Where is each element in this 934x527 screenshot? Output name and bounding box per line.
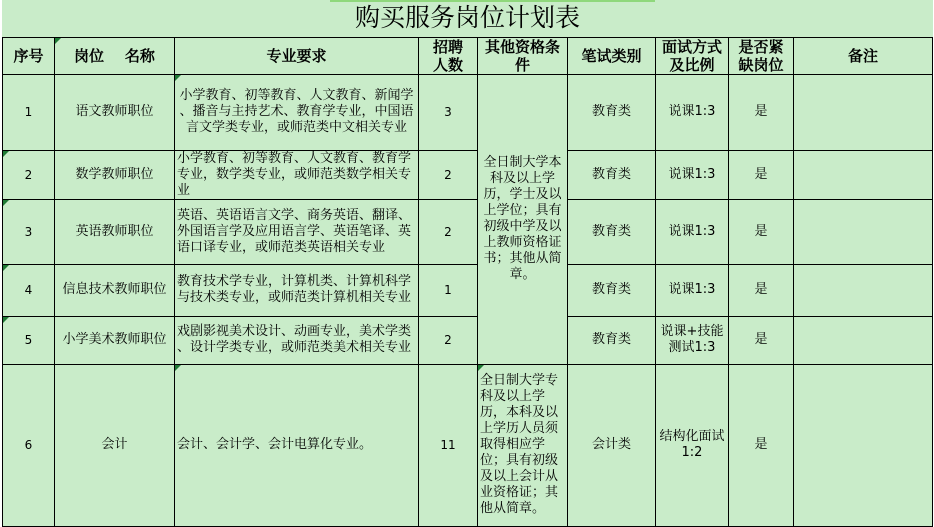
header-remarks[interactable]: 备注 xyxy=(794,37,933,74)
cell-interview[interactable]: 结构化面试 1:2 xyxy=(656,364,729,526)
cell-count[interactable]: 11 xyxy=(419,364,478,526)
cell-index[interactable]: 6 xyxy=(3,364,55,526)
table-row xyxy=(3,264,933,316)
cell-qualification-teachers[interactable]: 全日制大学本 科及以上学 历，学士及以 上学位；具有 初级中学及以 上教师资格证 书；其他从简 章。 xyxy=(478,74,568,364)
cell-position[interactable]: 数学教师职位 xyxy=(55,150,175,199)
cell-count[interactable]: 1 xyxy=(419,264,478,316)
header-interview[interactable]: 面试方式 及比例 xyxy=(656,37,729,74)
table-row xyxy=(3,74,933,150)
cell-major[interactable]: 教育技术学专业，计算机类、计算机科学 与技术类专业，或师范类计算机相关专业 xyxy=(175,264,419,316)
header-position[interactable]: 岗位 名称 xyxy=(55,37,175,74)
cell-major[interactable]: 小学教育、初等教育、人文教育、教育学 专业，数学类专业，或师范类数学相关专 业 xyxy=(175,150,419,199)
cell-exam-type[interactable]: 教育类 xyxy=(568,150,656,199)
cell-shortage[interactable]: 是 xyxy=(729,316,794,364)
cell-shortage[interactable]: 是 xyxy=(729,364,794,526)
header-count[interactable]: 招聘 人数 xyxy=(419,37,478,74)
table-row xyxy=(3,199,933,264)
cell-position[interactable]: 语文教师职位 xyxy=(55,74,175,150)
cell-shortage[interactable]: 是 xyxy=(729,199,794,264)
header-shortage[interactable]: 是否紧 缺岗位 xyxy=(729,37,794,74)
cell-qualification-accountant[interactable]: 全日制大学专 科及以上学 历，本科及以 上学历人员须 取得相应学 位；具有初级 及以上会计从 业资格证；其 他从简章。 xyxy=(478,364,568,526)
cell-index[interactable]: 5 xyxy=(3,316,55,364)
cell-shortage[interactable]: 是 xyxy=(729,264,794,316)
cell-count[interactable]: 2 xyxy=(419,150,478,199)
header-exam-type[interactable]: 笔试类别 xyxy=(568,37,656,74)
cell-position[interactable]: 会计 xyxy=(55,364,175,526)
cell-count[interactable]: 2 xyxy=(419,316,478,364)
header-major[interactable]: 专业要求 xyxy=(175,37,419,74)
sheet-title[interactable]: 购买服务岗位计划表 xyxy=(3,0,933,37)
cell-major[interactable]: 戏剧影视美术设计、动画专业，美术学类 、设计学类专业，或师范类美术相关专业 xyxy=(175,316,419,364)
cell-shortage[interactable]: 是 xyxy=(729,150,794,199)
table-row xyxy=(3,316,933,364)
cell-major[interactable]: 小学教育、初等教育、人文教育、新闻学 、播音与主持艺术、教育学专业，中国语 言文学类专业，或师范类中文相关专业 xyxy=(175,74,419,150)
cell-exam-type[interactable]: 教育类 xyxy=(568,199,656,264)
cell-major[interactable]: 会计、会计学、会计电算化专业。 xyxy=(175,364,419,526)
title-row xyxy=(3,0,933,37)
cell-interview[interactable]: 说课1:3 xyxy=(656,74,729,150)
cell-remarks[interactable] xyxy=(794,74,933,150)
cell-interview[interactable]: 说课1:3 xyxy=(656,264,729,316)
cell-index[interactable]: 3 xyxy=(3,199,55,264)
cell-position[interactable]: 小学美术教师职位 xyxy=(55,316,175,364)
cell-remarks[interactable] xyxy=(794,199,933,264)
cell-count[interactable]: 2 xyxy=(419,199,478,264)
cell-remarks[interactable] xyxy=(794,264,933,316)
spreadsheet xyxy=(2,0,933,527)
cell-index[interactable]: 2 xyxy=(3,150,55,199)
cell-interview[interactable]: 说课1:3 xyxy=(656,150,729,199)
cell-index[interactable]: 4 xyxy=(3,264,55,316)
table-row xyxy=(3,364,933,526)
cell-remarks[interactable] xyxy=(794,364,933,526)
header-row xyxy=(3,37,933,74)
cell-remarks[interactable] xyxy=(794,150,933,199)
table-row xyxy=(3,150,933,199)
cell-shortage[interactable]: 是 xyxy=(729,74,794,150)
header-index[interactable]: 序号 xyxy=(3,37,55,74)
cell-exam-type[interactable]: 教育类 xyxy=(568,264,656,316)
cell-exam-type[interactable]: 教育类 xyxy=(568,316,656,364)
cell-major[interactable]: 英语、英语语言文学、商务英语、翻译、 外国语言学及应用语言学、英语笔译、英 语口译专业，或师范类英语相关专业 xyxy=(175,199,419,264)
cell-interview[interactable]: 说课+技能 测试1:3 xyxy=(656,316,729,364)
selection-bar xyxy=(330,0,655,2)
cell-position[interactable]: 英语教师职位 xyxy=(55,199,175,264)
cell-count[interactable]: 3 xyxy=(419,74,478,150)
cell-interview[interactable]: 说课1:3 xyxy=(656,199,729,264)
header-qualification[interactable]: 其他资格条 件 xyxy=(478,37,568,74)
cell-exam-type[interactable]: 会计类 xyxy=(568,364,656,526)
cell-remarks[interactable] xyxy=(794,316,933,364)
cell-position[interactable]: 信息技术教师职位 xyxy=(55,264,175,316)
job-plan-table xyxy=(2,0,933,527)
cell-index[interactable]: 1 xyxy=(3,74,55,150)
cell-exam-type[interactable]: 教育类 xyxy=(568,74,656,150)
